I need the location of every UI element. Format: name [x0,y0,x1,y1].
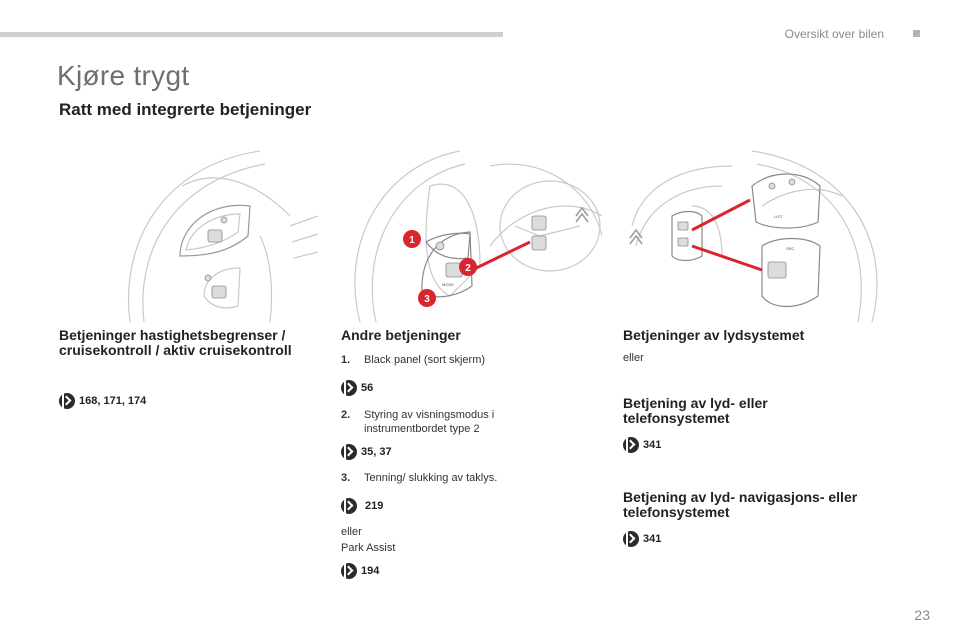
mode-label: MODE [442,282,454,287]
steering-wheel-left-icon [120,146,320,322]
cruise-control-illustration [120,146,320,322]
audio-controls-illustration [622,146,884,322]
page-link-icon [341,563,357,579]
page-link-icon [59,393,75,409]
col3-eller: eller [623,352,644,364]
src-label: SRC [786,246,795,251]
callout-1: 1 [409,235,415,246]
callout-3: 3 [424,294,430,305]
col3-sub2-page-ref[interactable]: 341 [623,531,661,547]
page-number: 23 [914,607,930,623]
header-section-title: Oversikt over bilen [784,27,884,41]
col3-sub2-title: Betjening av lyd- navigasjons- eller telefonsystemet [623,489,858,520]
park-assist-label: Park Assist [341,542,396,554]
col3-title: Betjeninger av lydsystemet [623,327,805,343]
steering-wheel-center-icon [340,146,602,322]
page-link-icon [341,498,357,514]
page-title: Kjøre trygt [57,60,190,91]
item-1-page-ref[interactable]: 56 [341,380,373,396]
page-link-icon [623,531,639,547]
col2-eller: eller [341,526,362,538]
item-3-page-ref[interactable]: 219 [341,498,383,514]
list-label: LIST [774,214,783,219]
callout-2: 2 [465,263,471,274]
col1-title: Betjeninger hastighetsbegrenser / cruisekontroll / aktiv cruisekontroll [59,327,292,358]
item-2-page-ref[interactable]: 35, 37 [341,444,392,460]
col3-sub1-title: Betjening av lyd- eller telefonsystemet [623,395,768,426]
steering-wheel-right-icon [622,146,884,322]
park-assist-page-ref[interactable]: 194 [341,563,379,579]
page-subtitle: Ratt med integrerte betjeninger [59,100,312,119]
col3-sub1-page-ref[interactable]: 341 [623,437,661,453]
col2-title: Andre betjeninger [341,327,461,343]
page-link-icon [623,437,639,453]
page-link-icon [341,380,357,396]
page-link-icon [341,444,357,460]
other-controls-illustration [340,146,602,322]
header-square-icon [913,30,920,37]
col1-page-ref[interactable] [59,393,146,409]
col1-ref-text: 168, 171, 174 [79,395,147,407]
header-bar [0,32,503,37]
